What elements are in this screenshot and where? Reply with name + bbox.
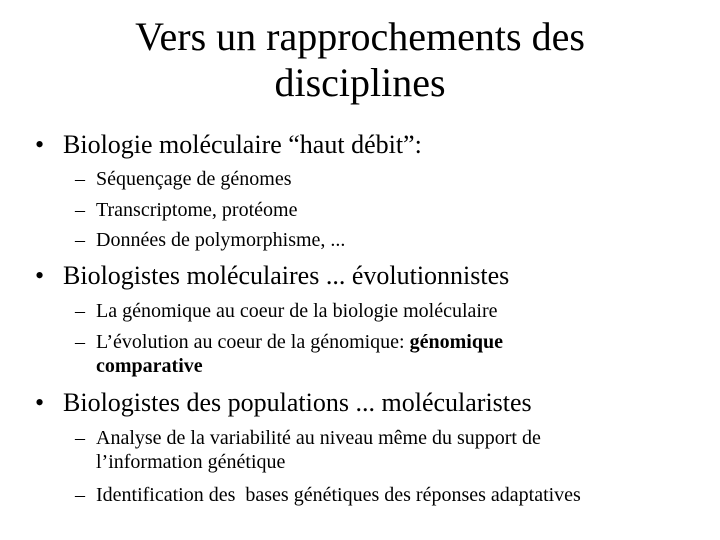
bullet-3 (35, 388, 532, 418)
sub-bullet-text: Identification des bases génétiques des réponses adaptatives (96, 484, 581, 506)
bullet-text: Biologistes des populations ... molécularistes (63, 388, 532, 417)
dash-marker: – (75, 168, 85, 190)
sub-bullet-text-plain: L’évolution au coeur de la génomique: (96, 331, 410, 353)
sub-bullet-1-2 (75, 198, 297, 222)
sub-bullet-3-2 (75, 483, 581, 507)
dash-marker: – (75, 484, 85, 506)
sub-bullet-2-1 (75, 299, 498, 323)
sub-bullet-3-1 (75, 426, 541, 474)
sub-bullet-1-3 (75, 228, 345, 252)
slide-title: Vers un rapprochements des disciplines (135, 14, 585, 105)
sub-bullet-text (96, 330, 503, 354)
sub-bullet-text-bold-continuation: comparative (96, 355, 203, 377)
bullet-marker: • (35, 261, 45, 290)
bullet-1 (35, 130, 422, 160)
sub-bullet-text: La génomique au coeur de la biologie moléculaire (96, 300, 498, 322)
sub-bullet-2-2 (75, 330, 503, 378)
sub-bullet-text: Données de polymorphisme, ... (96, 229, 346, 251)
bullet-text: Biologie moléculaire “haut débit”: (63, 130, 422, 159)
sub-bullet-text: Séquençage de génomes (96, 168, 292, 190)
dash-marker: – (75, 300, 85, 322)
sub-bullet-1-1 (75, 167, 291, 191)
dash-marker: – (75, 331, 85, 353)
bullet-marker: • (35, 130, 45, 159)
bullet-text: Biologistes moléculaires ... évolutionnistes (63, 261, 510, 290)
sub-bullet-text-continuation: l’information génétique (96, 451, 286, 473)
sub-bullet-text-bold: génomique (409, 331, 503, 353)
bullet-marker: • (35, 388, 45, 417)
sub-bullet-text: Transcriptome, protéome (96, 199, 298, 221)
dash-marker: – (75, 427, 85, 449)
dash-marker: – (75, 199, 85, 221)
sub-bullet-text: Analyse de la variabilité au niveau même du support de (96, 427, 541, 449)
bullet-2 (35, 261, 509, 291)
dash-marker: – (75, 229, 85, 251)
